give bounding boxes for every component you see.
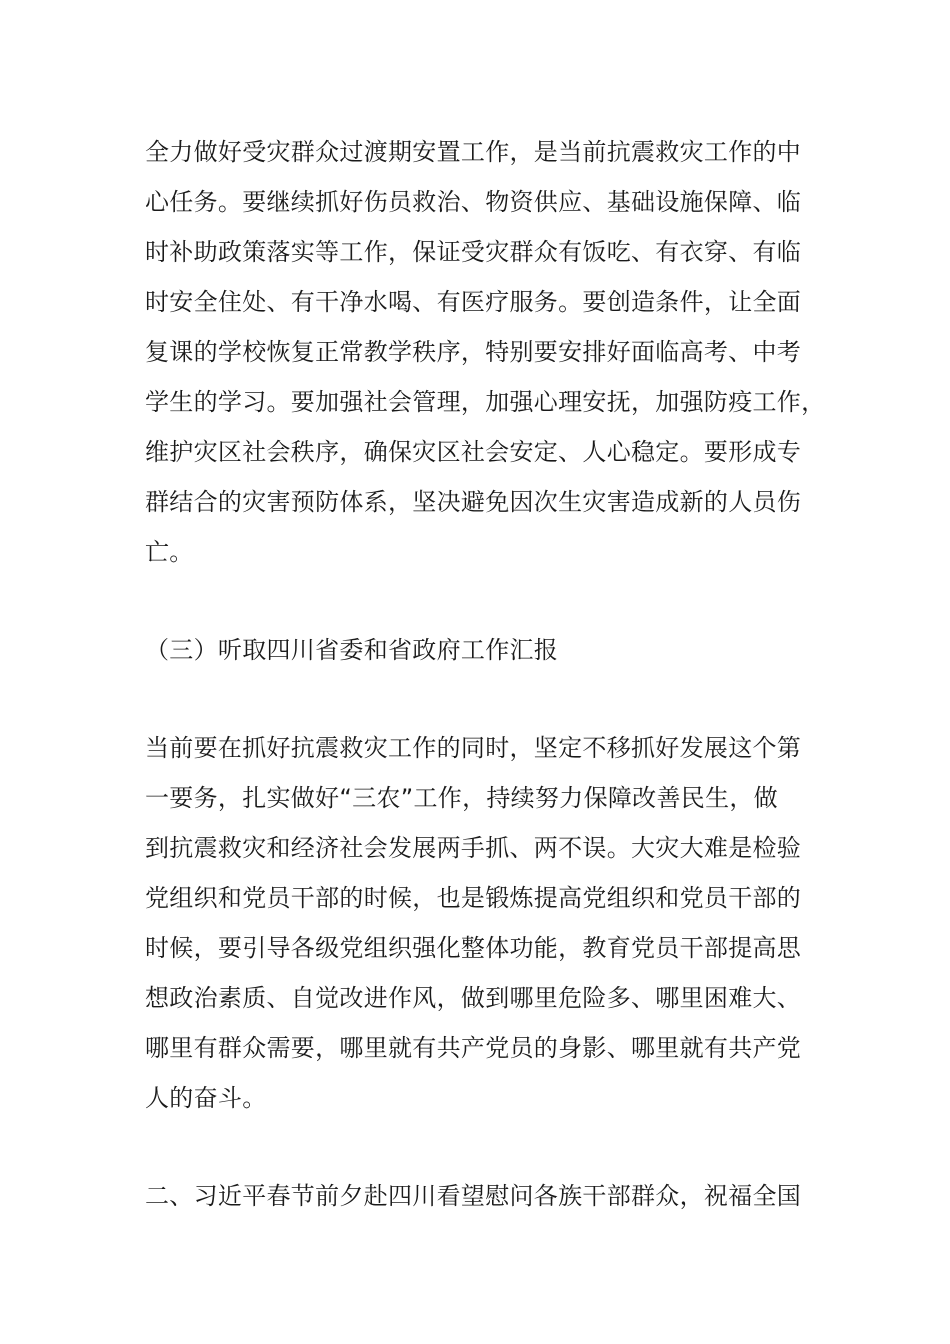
paragraph1-line-2: 心任务。要继续抓好伤员救治、物资供应、基础设施保障、临 (145, 188, 802, 216)
paragraph1-line-7: 维护灾区社会秩序，确保灾区社会安定、人心稳定。要形成专 (145, 438, 802, 466)
paragraph1-line-5: 复课的学校恢复正常教学秩序，特别要安排好面临高考、中考 (145, 338, 802, 366)
paragraph2-line-8: 人的奋斗。 (145, 1084, 267, 1112)
paragraph1-line-4: 时安全住处、有干净水喝、有医疗服务。要创造条件，让全面 (145, 288, 802, 316)
section-heading-three: （三）听取四川省委和省政府工作汇报 (145, 636, 559, 664)
paragraph2-line-3: 到抗震救灾和经济社会发展两手抓、两不误。大灾大难是检验 (145, 834, 802, 862)
paragraph1-line-3: 时补助政策落实等工作，保证受灾群众有饭吃、有衣穿、有临 (145, 238, 802, 266)
section-heading-two: 二、习近平春节前夕赴四川看望慰问各族干部群众，祝福全国 (145, 1182, 802, 1210)
paragraph1-line-9: 亡。 (145, 538, 194, 566)
paragraph2-line-2: 一要务，扎实做好“三农”工作，持续努力保障改善民生，做 (145, 784, 778, 812)
paragraph2-line-6: 想政治素质、自觉改进作风，做到哪里危险多、哪里困难大、 (145, 984, 802, 1012)
paragraph2-line-4: 党组织和党员干部的时候，也是锻炼提高党组织和党员干部的 (145, 884, 802, 912)
paragraph2-line-5: 时候，要引导各级党组织强化整体功能，教育党员干部提高思 (145, 934, 802, 962)
paragraph1-line-1: 全力做好受灾群众过渡期安置工作，是当前抗震救灾工作的中 (145, 138, 802, 166)
paragraph2-line-1: 当前要在抓好抗震救灾工作的同时，坚定不移抓好发展这个第 (145, 734, 802, 762)
paragraph2-line-7: 哪里有群众需要，哪里就有共产党员的身影、哪里就有共产党 (145, 1034, 802, 1062)
paragraph1-line-8: 群结合的灾害预防体系，坚决避免因次生灾害造成新的人员伤 (145, 488, 802, 516)
paragraph1-line-6: 学生的学习。要加强社会管理，加强心理安抚，加强防疫工作， (145, 388, 826, 416)
